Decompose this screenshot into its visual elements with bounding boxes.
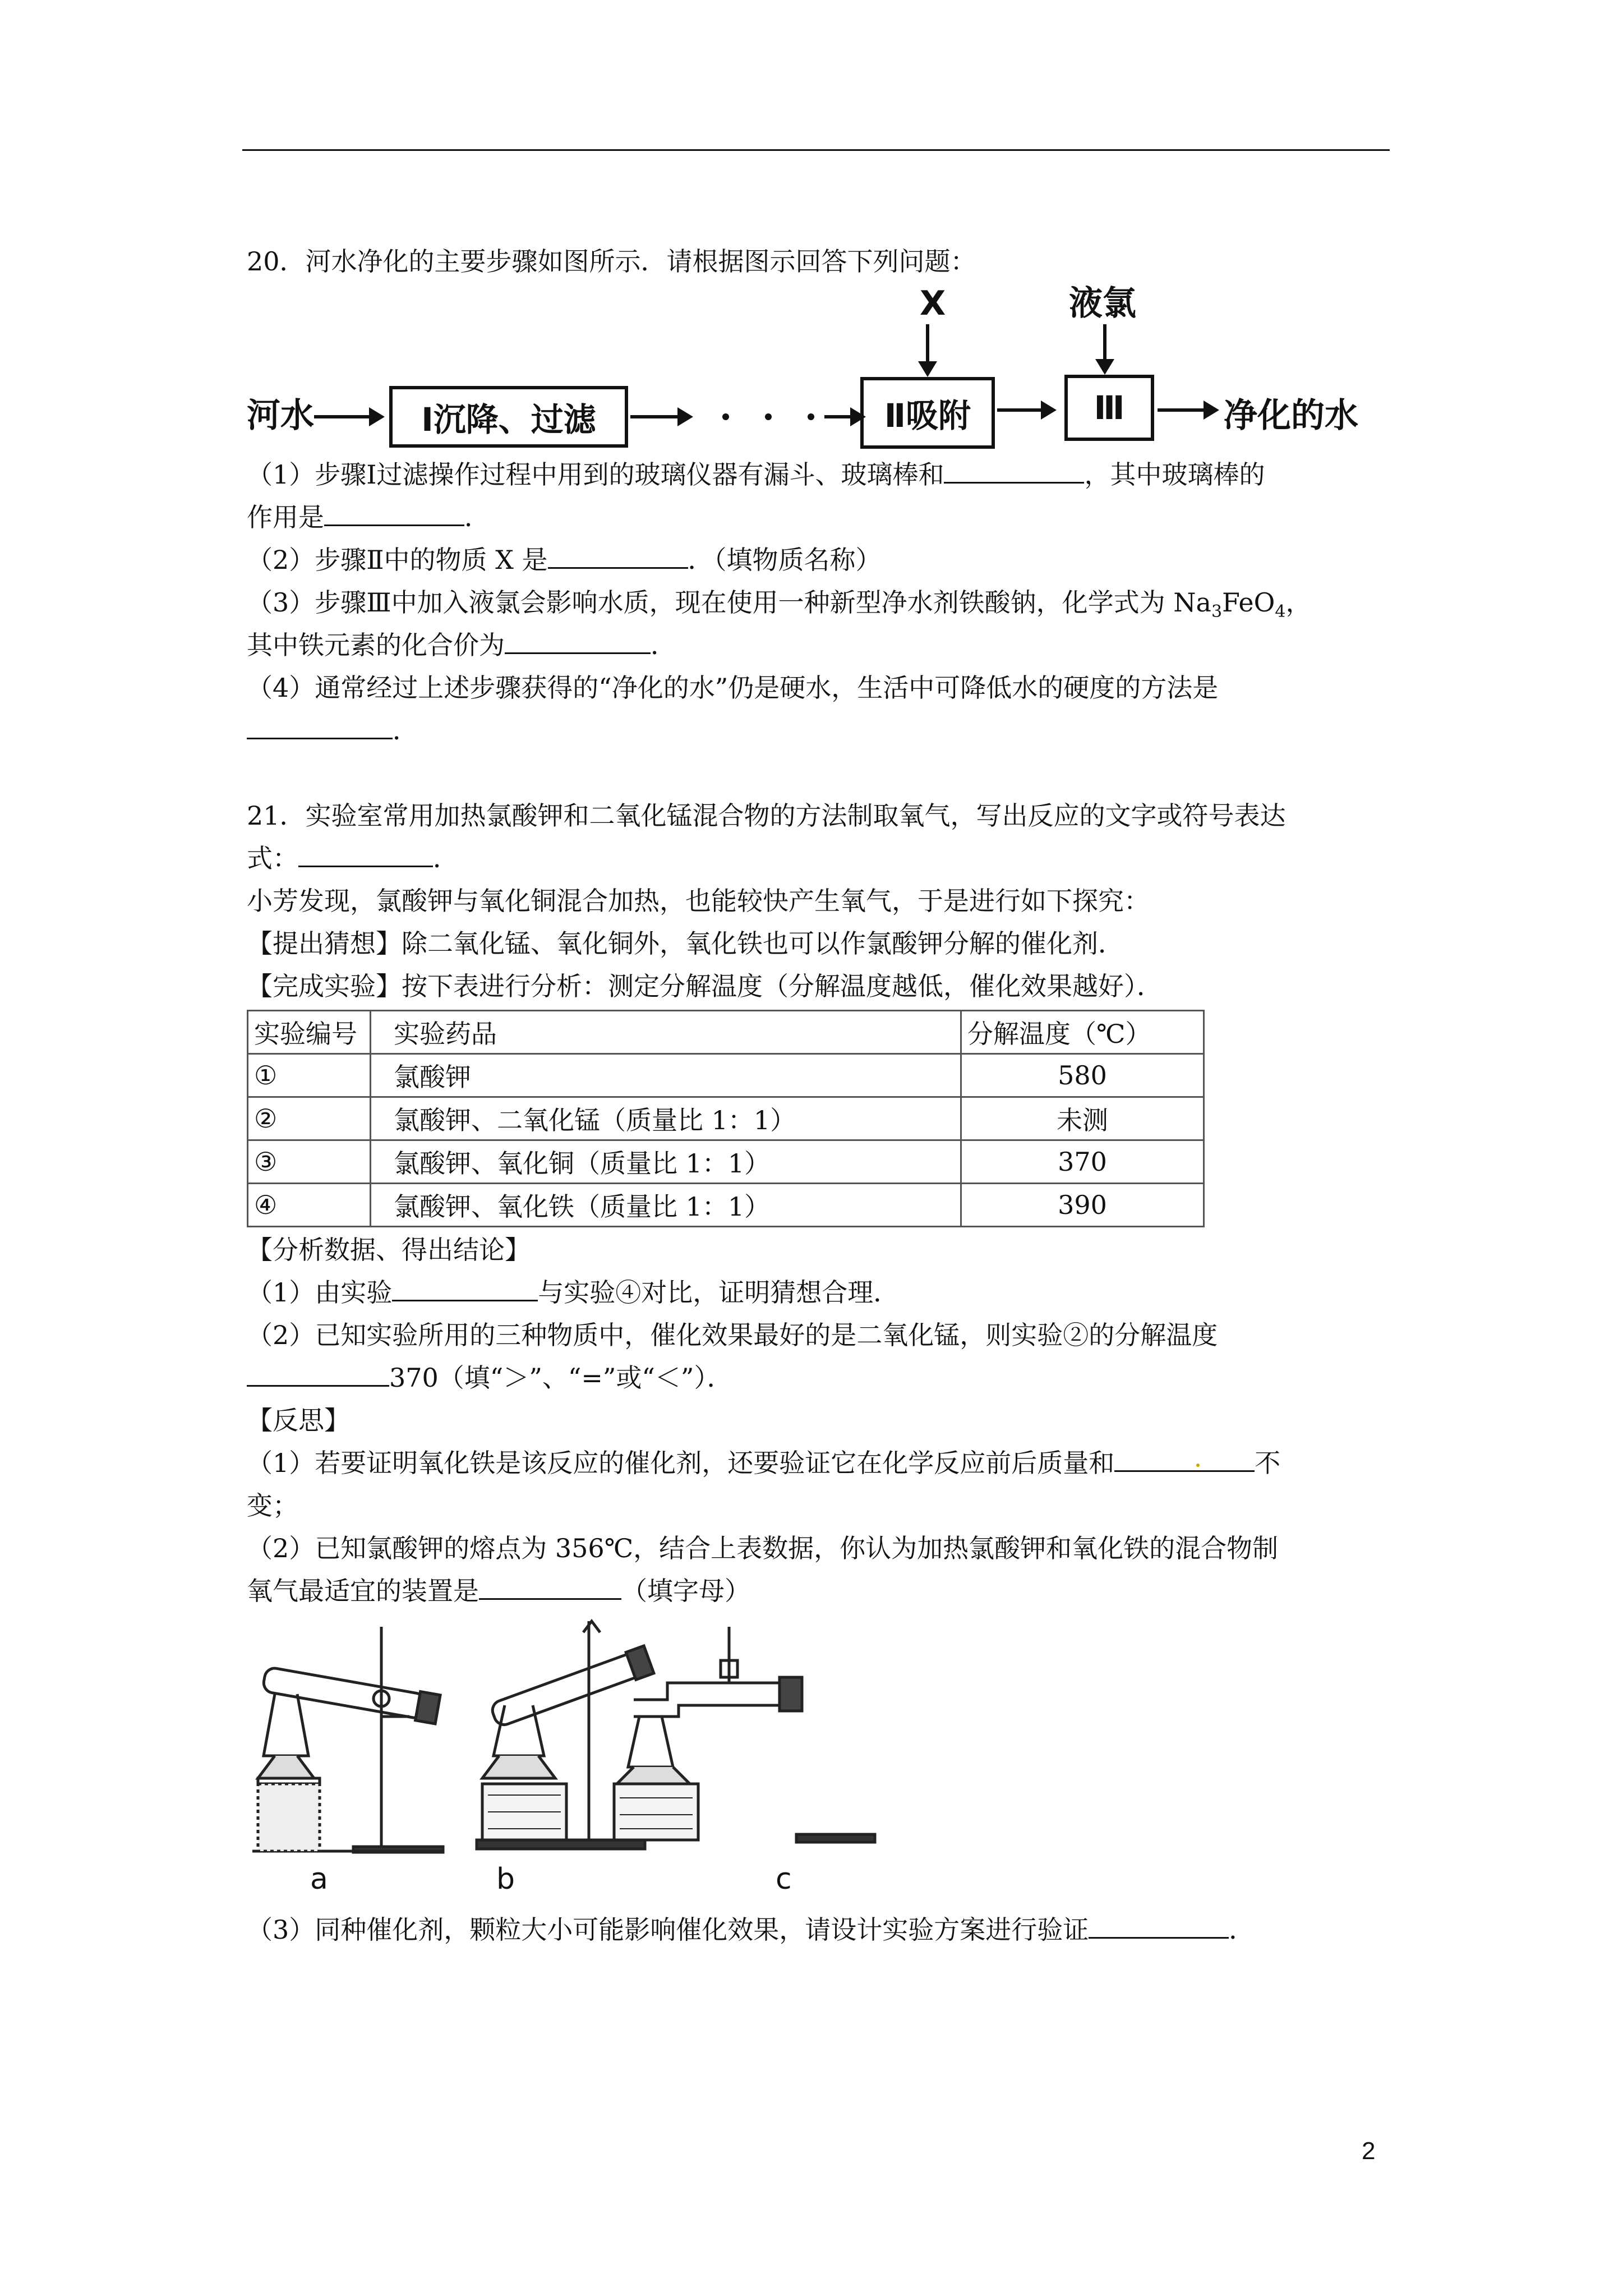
- q20-part3-line2: 其中铁元素的化合价为 ．: [247, 630, 676, 660]
- x-label: X: [920, 284, 946, 323]
- apparatus-c: [614, 1627, 875, 1842]
- arrow-to-output: [1158, 408, 1216, 412]
- q20-part3-text-d: 其中铁元素的化合价为: [247, 630, 505, 660]
- table-header-cell: 实验药品: [371, 1011, 961, 1054]
- table-cell: 580: [961, 1054, 1204, 1097]
- table-cell: 370: [961, 1140, 1204, 1184]
- table-header-row: [248, 1011, 1204, 1054]
- step1-box: Ⅰ沉降、过滤: [389, 386, 628, 448]
- table-header-cell: 分解温度（℃）: [961, 1011, 1204, 1054]
- arrow-to-step1: [314, 415, 381, 418]
- step2-box: Ⅱ吸附: [860, 377, 995, 449]
- q21-experiment: 【完成实验】按下表进行分析：测定分解温度（分解温度越低，催化效果越好）．: [247, 971, 1163, 1001]
- table-cell: ①: [248, 1054, 371, 1097]
- q21-reflection-1-line2: 变；: [247, 1490, 298, 1521]
- chlorine-label: 液氯: [1069, 284, 1136, 323]
- q20-part1-text-c: 作用是: [247, 502, 324, 532]
- apparatus-figure: [241, 1616, 925, 1862]
- q20-part3-comma: ，: [1285, 587, 1312, 618]
- arrow-to-step3: [997, 408, 1053, 412]
- table-row: [248, 1054, 1204, 1097]
- q20-part3-formula: FeO: [1222, 587, 1275, 618]
- river-water-label: 河水: [247, 396, 314, 435]
- ellipsis-dot: [722, 413, 729, 420]
- q21-title-line2: 式： ．: [247, 843, 459, 873]
- q21-a1-text: （1）由实验: [247, 1277, 393, 1308]
- q20-part1-line2: 作用是 ．: [247, 502, 490, 532]
- purified-water-label: 净化的水: [1224, 396, 1358, 435]
- answer-blank[interactable]: [298, 842, 433, 867]
- q20-part4-line2: ．: [247, 714, 418, 747]
- q21-r3-text: （3）同种催化剂，颗粒大小可能影响催化效果，请设计实验方案进行验证: [247, 1915, 1089, 1945]
- q21-analysis-2-line1: （2）已知实验所用的三种物质中，催化效果最好的是二氧化锰，则实验②的分解温度: [247, 1320, 1218, 1350]
- q20-part1-text: （1）步骤Ⅰ过滤操作过程中用到的玻璃仪器有漏斗、玻璃棒和: [247, 459, 944, 490]
- answer-blank[interactable]: [247, 1361, 389, 1387]
- ellipsis-dot: [765, 413, 772, 420]
- answer-blank[interactable]: [324, 501, 464, 526]
- step3-box: Ⅲ: [1064, 375, 1154, 441]
- answer-blank[interactable]: [548, 544, 688, 569]
- q21-r1-text: （1）若要证明氧化铁是该反应的催化剂，还要验证它在化学反应前后质量和: [247, 1448, 1115, 1478]
- experiment-table: [247, 1010, 1205, 1227]
- apparatus-label-c: c: [776, 1862, 792, 1896]
- answer-blank[interactable]: [944, 458, 1084, 484]
- table-cell: 氯酸钾、氧化铜（质量比 1：1）: [371, 1140, 961, 1184]
- q20-part2-text: （2）步骤Ⅱ中的物质 X 是: [247, 545, 548, 575]
- q21-a1-text-b: 与实验④对比，证明猜想合理．: [538, 1277, 900, 1308]
- q21-reflection-heading: 【反思】: [247, 1405, 350, 1435]
- apparatus-label-a: a: [310, 1862, 328, 1896]
- table-header-cell: 实验编号: [248, 1011, 371, 1054]
- subscript: 3: [1211, 602, 1223, 622]
- table-cell: 390: [961, 1184, 1204, 1227]
- q21-reflection-3: （3）同种催化剂，颗粒大小可能影响催化效果，请设计实验方案进行验证 ．: [247, 1915, 1255, 1945]
- q21-analysis-heading: 【分析数据、得出结论】: [247, 1235, 531, 1265]
- q20-part3-line1: [247, 586, 1311, 629]
- q21-r2-text-c: （填字母）: [621, 1576, 750, 1606]
- page-number: 2: [1362, 2137, 1376, 2165]
- table-cell: 未测: [961, 1097, 1204, 1140]
- answer-blank[interactable]: [1114, 1447, 1255, 1472]
- table-cell: ②: [248, 1097, 371, 1140]
- q21-a2-text-b: 370（填“＞”、“=”或“＜”）．: [389, 1363, 733, 1393]
- q21-reflection-2-line1: （2）已知氯酸钾的熔点为 356℃，结合上表数据，你认为加热氯酸钾和氧化铁的混合物制: [247, 1533, 1279, 1563]
- arrow-chlorine-down: [1103, 324, 1106, 369]
- table-row: [248, 1184, 1204, 1227]
- q21-reflection-1-line1: [247, 1446, 1280, 1480]
- answer-blank[interactable]: [247, 714, 393, 739]
- arrow-to-step2: [824, 415, 863, 418]
- q21-hypothesis: 【提出猜想】除二氧化锰、氧化铜外，氧化铁也可以作氯酸钾分解的催化剂．: [247, 928, 1124, 959]
- table-cell: ③: [248, 1140, 371, 1184]
- arrow-after-step1: [630, 415, 690, 418]
- q20-title: 20．河水净化的主要步骤如图所示．请根据图示回答下列问题：: [247, 246, 976, 277]
- q21-r1-text-b: 不: [1255, 1448, 1281, 1478]
- apparatus-a: [252, 1627, 443, 1852]
- q20-part4-line1: （4）通常经过上述步骤获得的“净化的水”仍是硬水，生活中可降低水的硬度的方法是: [247, 673, 1219, 703]
- q20-part1-line1: [247, 458, 1265, 491]
- q21-intro: 小芳发现，氯酸钾与氧化铜混合加热，也能较快产生氧气，于是进行如下探究：: [247, 886, 1150, 916]
- q21-reflection-2-line2: [247, 1574, 750, 1608]
- answer-blank[interactable]: [479, 1575, 621, 1600]
- answer-blank[interactable]: [505, 629, 651, 654]
- table-cell: 氯酸钾: [371, 1054, 961, 1097]
- q21-analysis-2-line2: [247, 1361, 732, 1395]
- q21-title-line1: 21．实验室常用加热氯酸钾和二氧化锰混合物的方法制取氧气，写出反应的文字或符号表达: [247, 800, 1286, 831]
- apparatus-label-b: b: [496, 1862, 515, 1896]
- q21-r2-text-b: 氧气最适宜的装置是: [247, 1576, 479, 1606]
- table-row: [248, 1097, 1204, 1140]
- q20-part2: [247, 543, 882, 577]
- table-cell: 氯酸钾、氧化铁（质量比 1：1）: [371, 1184, 961, 1227]
- q20-part1-text-b: ，其中玻璃棒的: [1084, 459, 1265, 490]
- subscript: 4: [1275, 602, 1286, 622]
- table-cell: 氯酸钾、二氧化锰（质量比 1：1）: [371, 1097, 961, 1140]
- q20-part3-text: （3）步骤Ⅲ中加入液氯会影响水质，现在使用一种新型净水剂铁酸钠，化学式为 Na: [247, 587, 1211, 618]
- table-cell: ④: [248, 1184, 371, 1227]
- answer-blank[interactable]: [392, 1276, 538, 1301]
- table-row: [248, 1140, 1204, 1184]
- q21-title-b: 式：: [247, 843, 298, 873]
- arrow-x-down: [926, 324, 929, 371]
- header-rule: [242, 149, 1390, 151]
- ellipsis-dot: [808, 413, 814, 420]
- q21-analysis-1: [247, 1276, 899, 1309]
- answer-blank[interactable]: [1089, 1913, 1229, 1939]
- q20-part2-text-b: ．（填物质名称）: [688, 545, 882, 575]
